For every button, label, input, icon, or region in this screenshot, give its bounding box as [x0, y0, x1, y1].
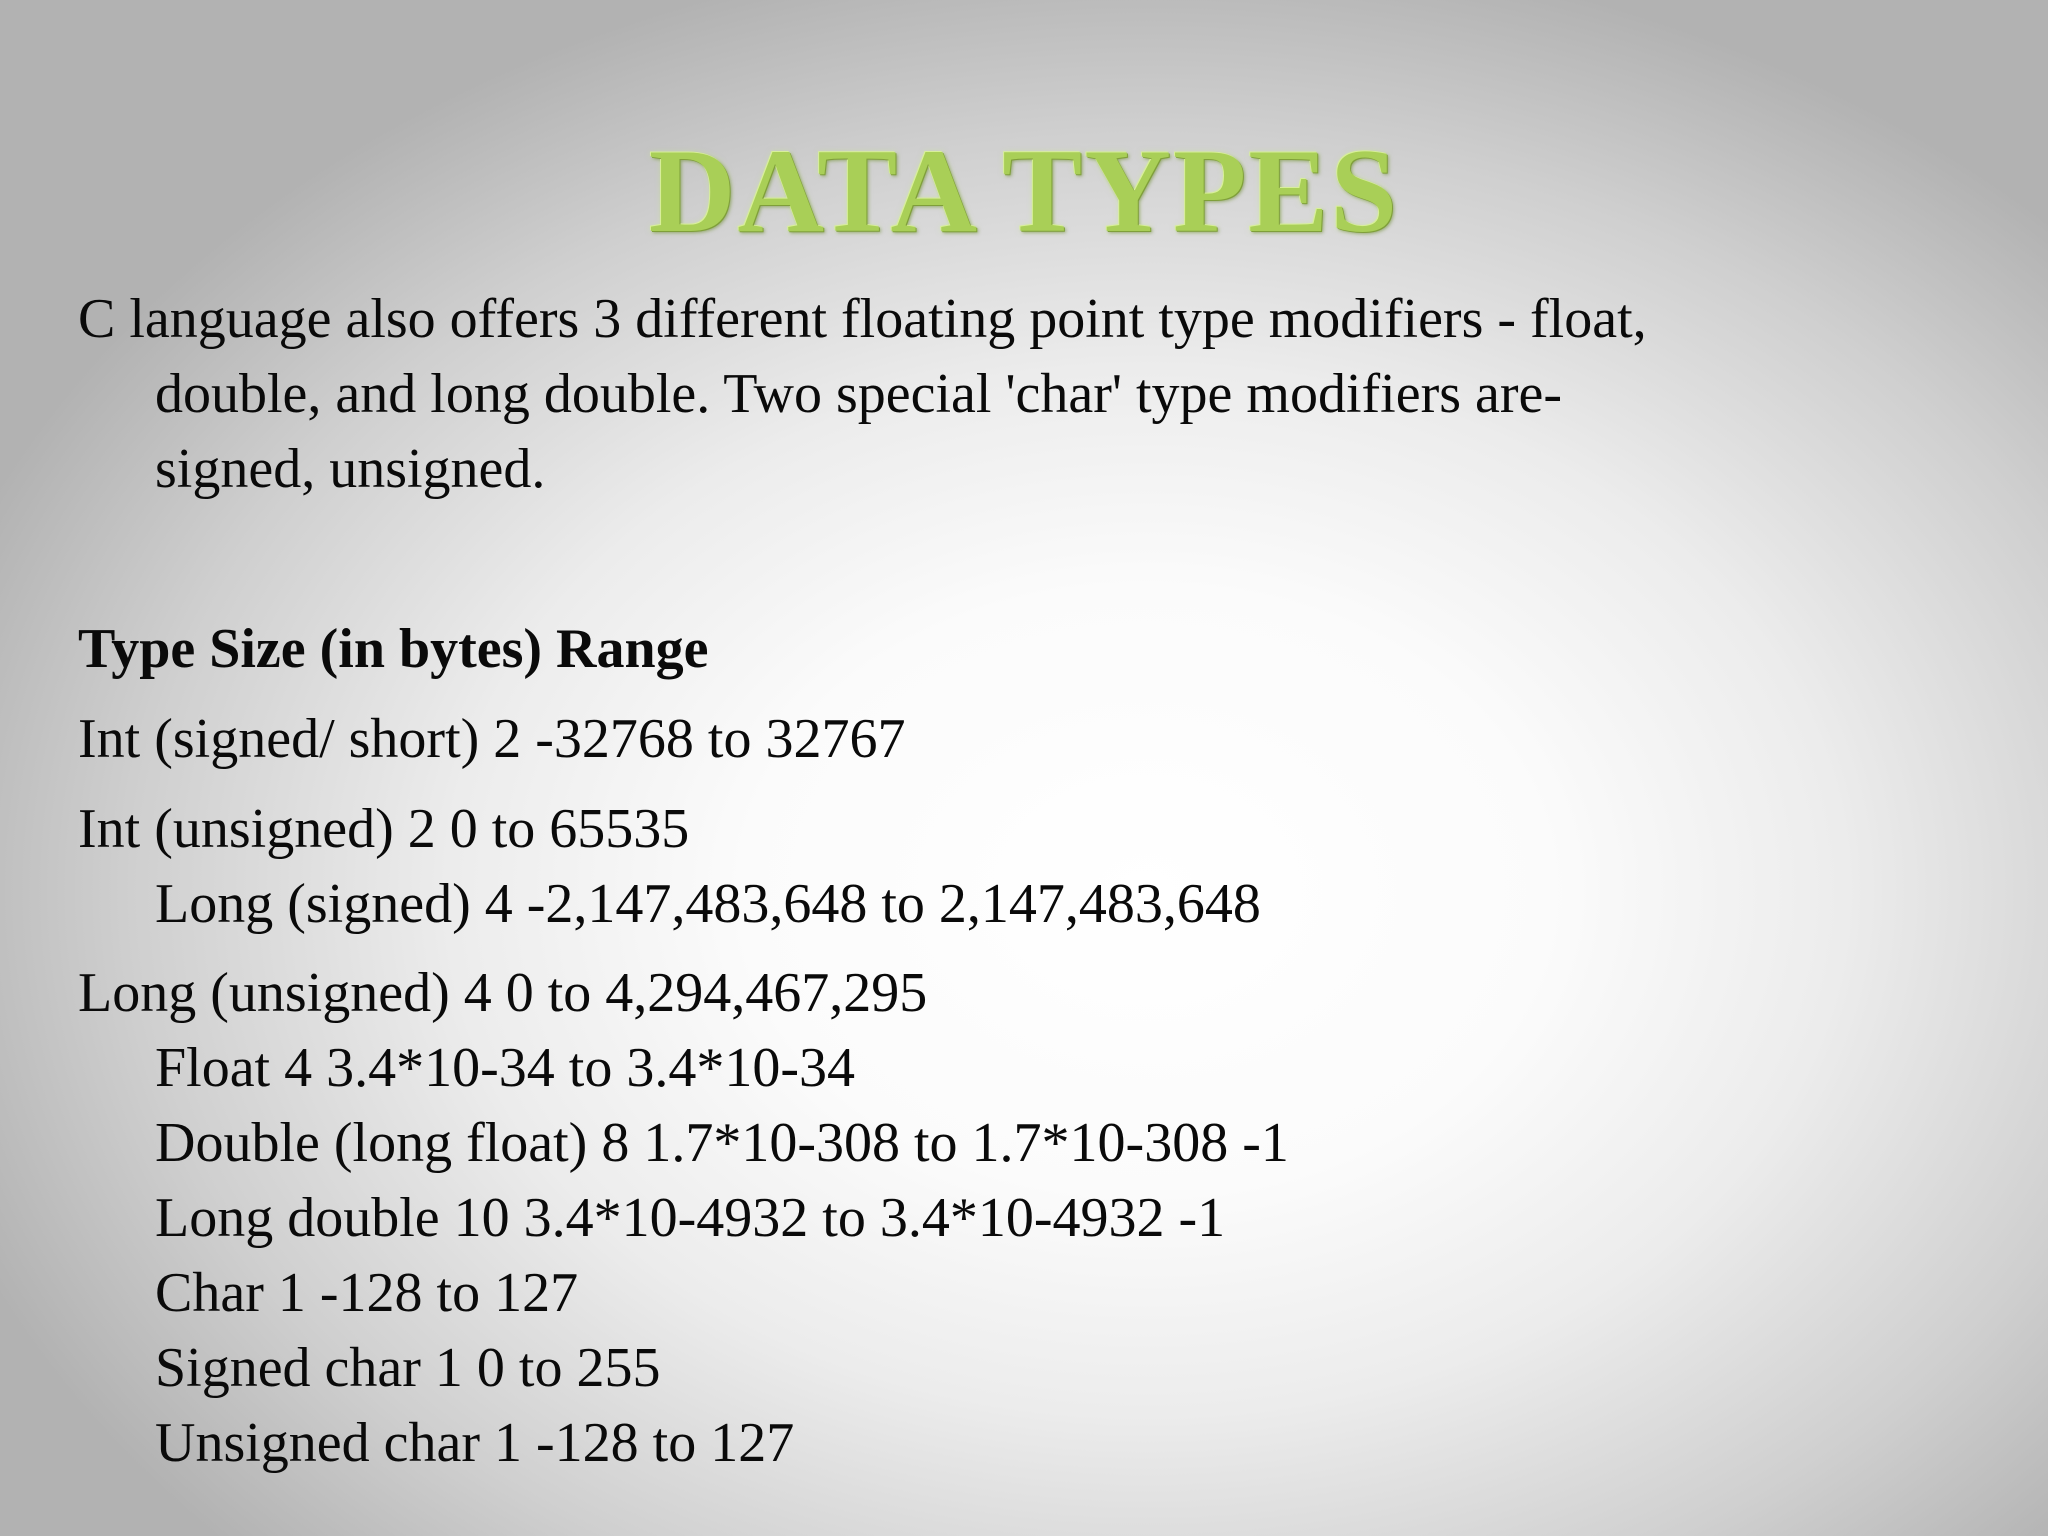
- table-row: Unsigned char 1 -128 to 127: [155, 1412, 795, 1474]
- intro-line: double, and long double. Two special 'char' type modifiers are-: [155, 363, 1563, 425]
- intro-line: signed, unsigned.: [155, 438, 546, 500]
- table-row: Float 4 3.4*10-34 to 3.4*10-34: [155, 1037, 855, 1099]
- table-row: Double (long float) 8 1.7*10-308 to 1.7*10-308 -1: [155, 1112, 1289, 1174]
- slide-title-text: DATA TYPES: [648, 124, 1400, 257]
- table-row: Long (signed) 4 -2,147,483,648 to 2,147,483,648: [155, 873, 1261, 935]
- table-row: Int (signed/ short) 2 -32768 to 32767: [78, 708, 906, 770]
- table-row: Long double 10 3.4*10-4932 to 3.4*10-4932 -1: [155, 1187, 1226, 1249]
- intro-line: C language also offers 3 different floating point type modifiers - float,: [78, 288, 1647, 350]
- table-row: Signed char 1 0 to 255: [155, 1337, 661, 1399]
- intro-paragraph: [78, 282, 1878, 507]
- table-row: Char 1 -128 to 127: [155, 1262, 579, 1324]
- table-row: Long (unsigned) 4 0 to 4,294,467,295: [78, 962, 928, 1024]
- table-header: Type Size (in bytes) Range: [78, 618, 709, 680]
- slide-title: [0, 126, 2048, 256]
- table-row: Int (unsigned) 2 0 to 65535: [78, 798, 690, 860]
